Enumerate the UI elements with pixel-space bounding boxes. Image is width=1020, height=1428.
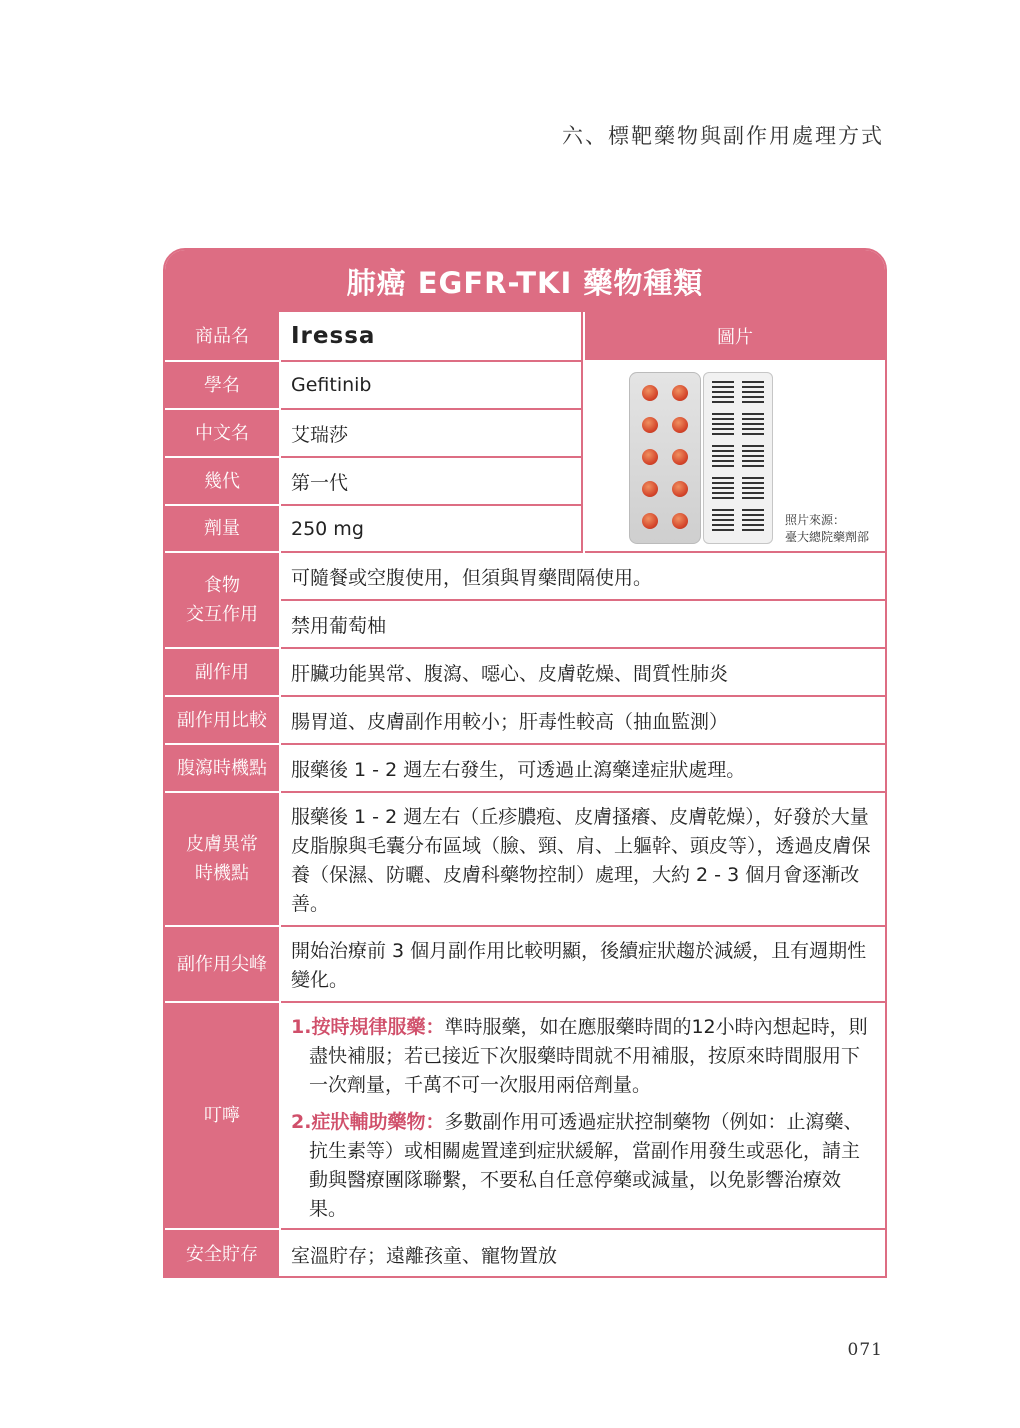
brand-label: 商品名 <box>165 312 279 362</box>
side-effect-peak-value: 開始治療前 3 個月副作用比較明顯，後續症狀趨於減緩，且有週期性變化。 <box>281 927 885 1003</box>
generation-label: 幾代 <box>165 458 279 506</box>
advice-value <box>281 1003 885 1230</box>
food-interaction-value-1: 可隨餐或空腹使用，但須與胃藥間隔使用。 <box>281 553 885 601</box>
side-effect-value: 肝臟功能異常、腹瀉、噁心、皮膚乾燥、間質性肺炎 <box>281 649 885 697</box>
chinese-name-label: 中文名 <box>165 410 279 458</box>
advice-item-2: 2.症狀輔助藥物：多數副作用可透過症狀控制藥物（例如：止瀉藥、抗生素等）或相關處置達到症狀緩解，當副作用發生或惡化，請主動與醫療團隊聯繫，不要私自任意停藥或減量，以免影響治療效果。 <box>291 1111 863 1220</box>
side-effect-comparison-value: 腸胃道、皮膚副作用較小；肝毒性較高（抽血監測） <box>281 697 885 745</box>
card-title: 肺癌 EGFR-TKI 藥物種類 <box>165 250 885 314</box>
food-interaction-label: 食物 交互作用 <box>165 553 279 649</box>
dose-value: 250 mg <box>281 506 583 553</box>
drug-photo <box>585 362 885 553</box>
skin-timing-value: 服藥後 1 - 2 週左右（丘疹膿疱、皮膚搔癢、皮膚乾燥），好發於大量皮脂腺與毛囊分布區域（臉、頸、肩、上軀幹、頭皮等），透過皮膚保養（保濕、防曬、皮膚科藥物控制）處理，大約 2 - 3 個月會逐漸改善。 <box>281 793 885 927</box>
diarrhea-timing-value: 服藥後 1 - 2 週左右發生，可透過止瀉藥達症狀處理。 <box>281 745 885 793</box>
foil-back-image <box>703 372 773 544</box>
chapter-header: 六、標靶藥物與副作用處理方式 <box>562 124 884 148</box>
side-effect-peak-label: 副作用尖峰 <box>165 927 279 1003</box>
generic-value: Gefitinib <box>281 362 583 410</box>
generation-value: 第一代 <box>281 458 583 506</box>
dose-label: 劑量 <box>165 506 279 553</box>
generic-label: 學名 <box>165 362 279 410</box>
advice-label: 叮嚀 <box>165 1003 279 1230</box>
storage-label: 安全貯存 <box>165 1230 279 1278</box>
diarrhea-timing-label: 腹瀉時機點 <box>165 745 279 793</box>
side-effect-comparison-label: 副作用比較 <box>165 697 279 745</box>
brand-value: Iressa <box>281 312 583 362</box>
page-number: 071 <box>847 1340 883 1360</box>
picture-header: 圖片 <box>583 312 885 362</box>
blister-pack-image <box>629 372 701 544</box>
advice-item-1: 1.按時規律服藥：準時服藥，如在應服藥時間的12小時內想起時，則盡快補服；若已接近下次服藥時間就不用補服，按原來時間服用下一次劑量，千萬不可一次服用兩倍劑量。 <box>291 1016 868 1096</box>
chinese-name-value: 艾瑞莎 <box>281 410 583 458</box>
skin-timing-label: 皮膚異常 時機點 <box>165 793 279 927</box>
food-interaction-value-2: 禁用葡萄柚 <box>281 601 885 649</box>
drug-info-card <box>163 248 887 1278</box>
side-effect-label: 副作用 <box>165 649 279 697</box>
storage-value: 室溫貯存；遠離孩童、寵物置放 <box>291 1244 558 1267</box>
photo-credit: 照片來源： 臺大總院藥劑部 <box>785 513 870 544</box>
